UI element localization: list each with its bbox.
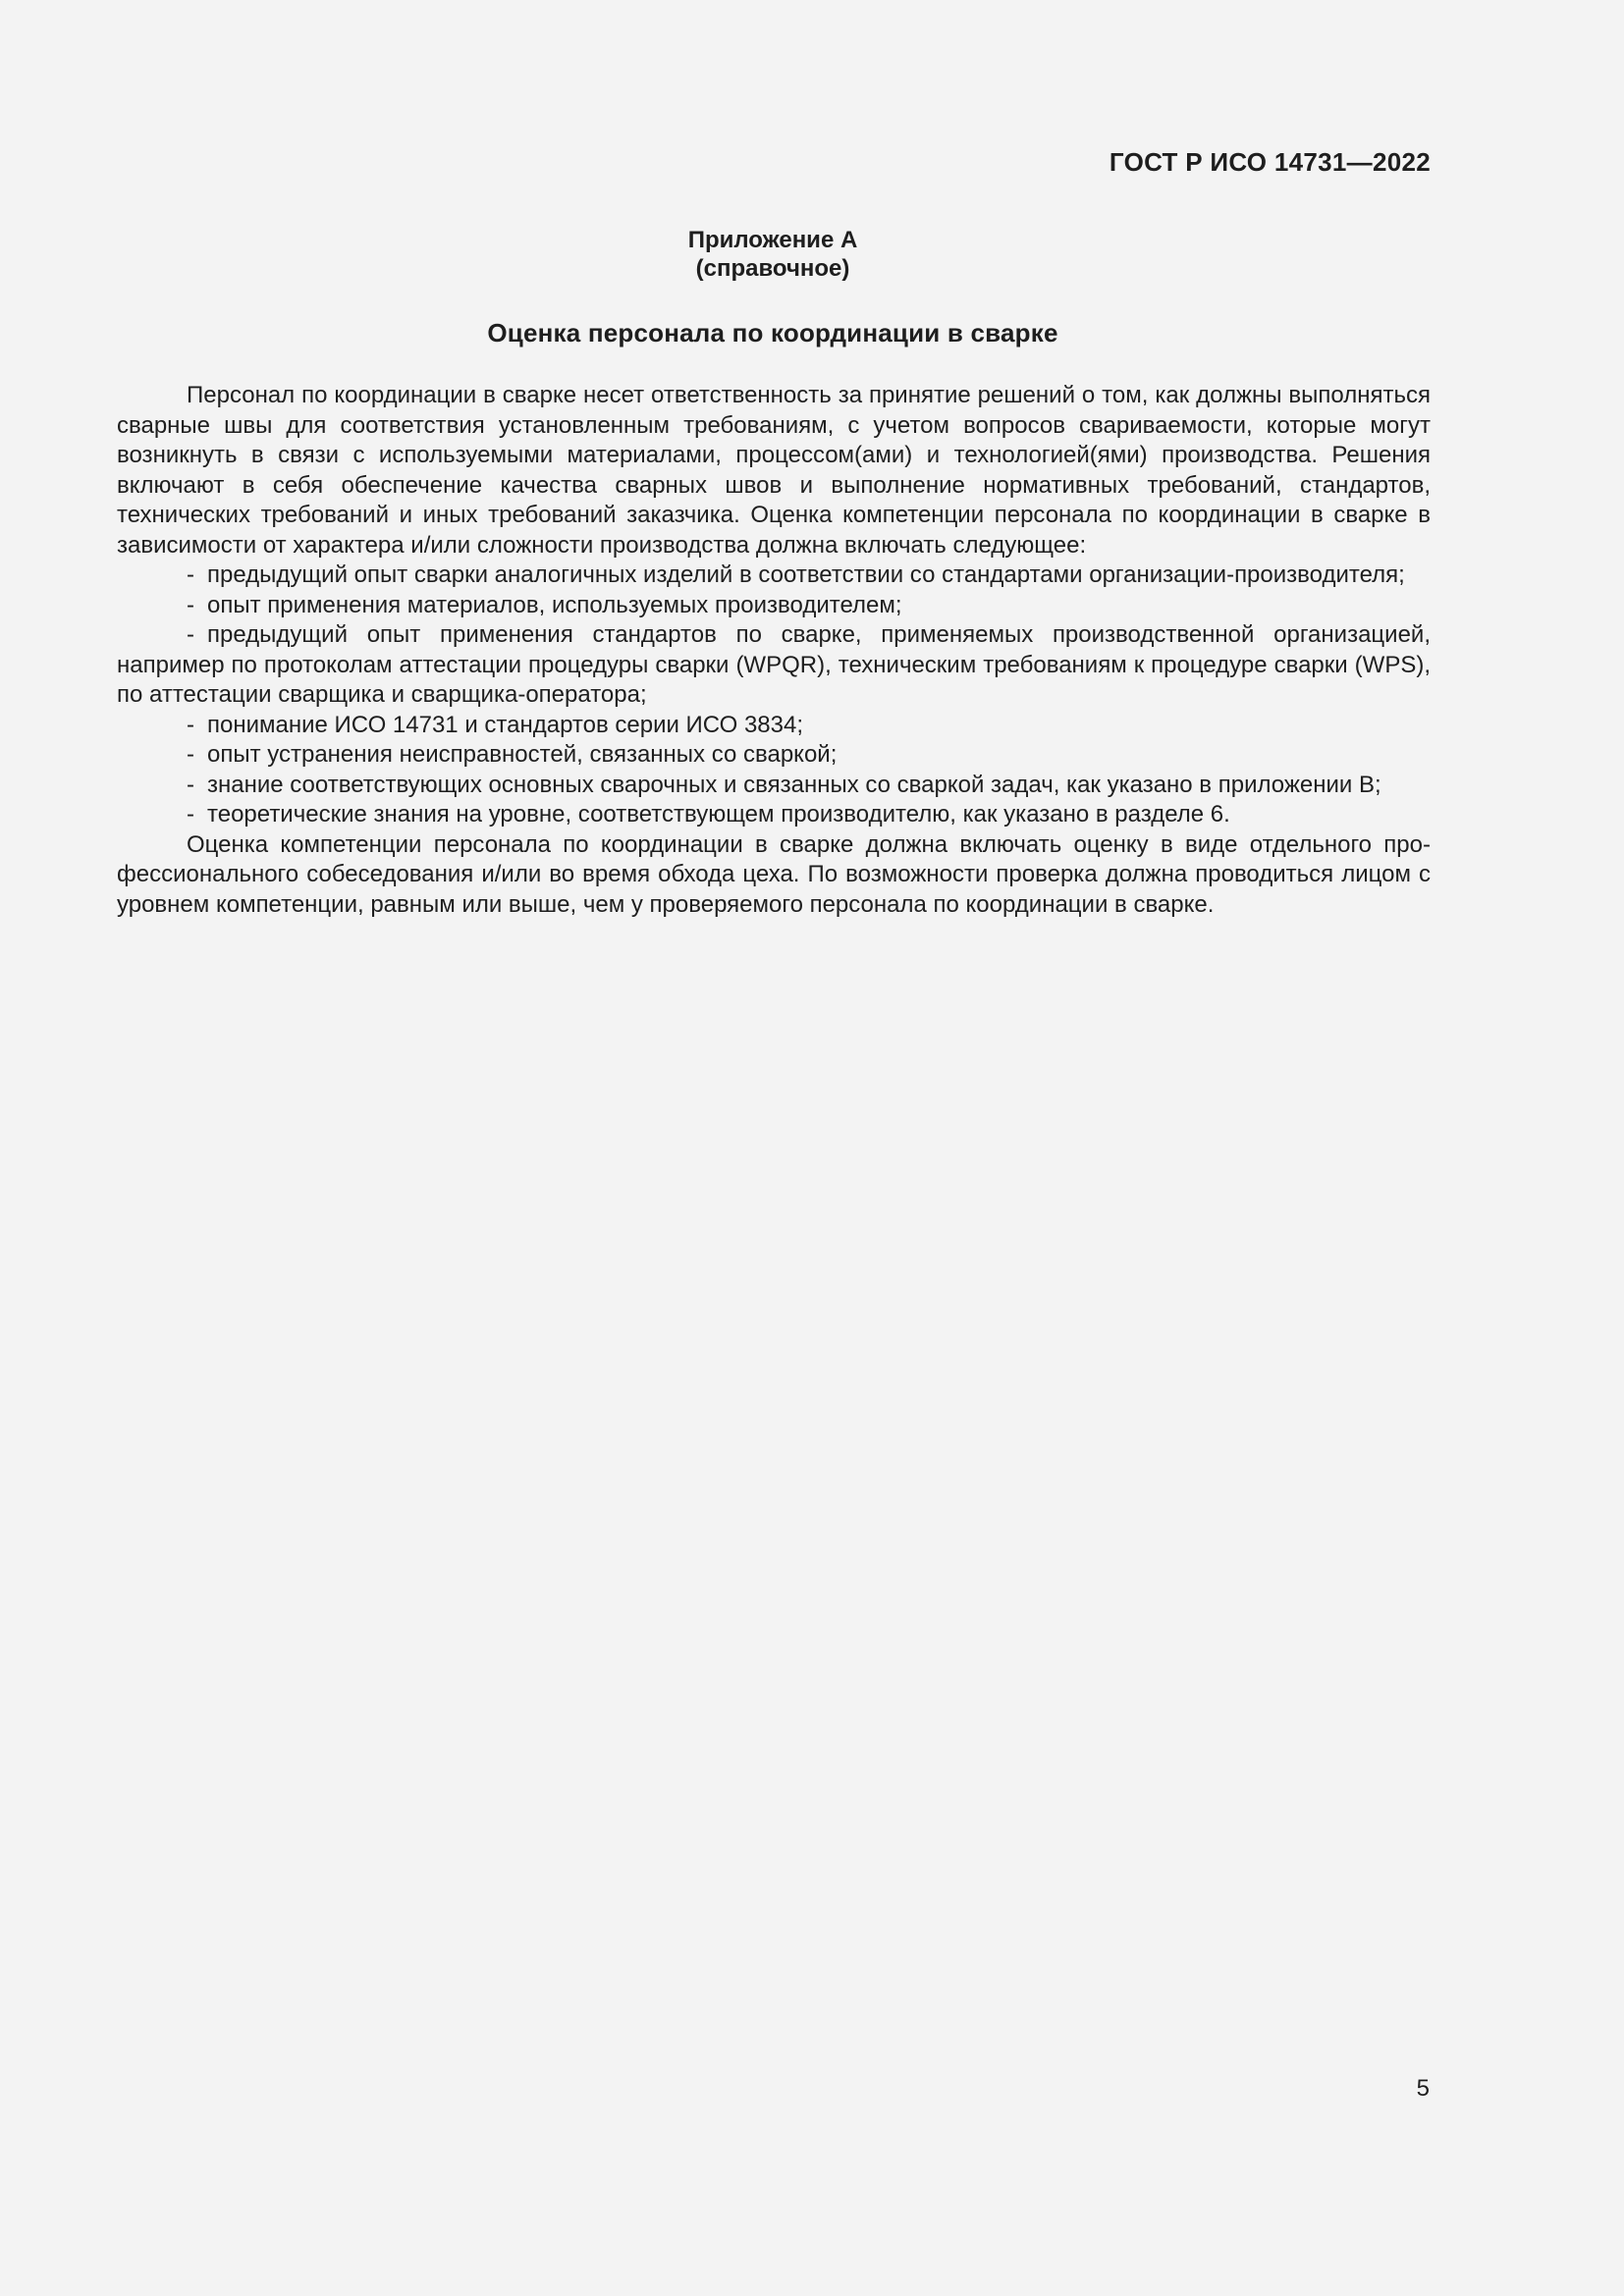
list-item-text: теоретические знания на уровне, соответствующем производителю, как указано в разделе 6.: [207, 801, 1230, 828]
document-code: ГОСТ Р ИСО 14731—2022: [1109, 147, 1431, 177]
list-item: [117, 800, 1431, 830]
annex-status: (справочное): [695, 255, 850, 282]
list-dash: -: [187, 771, 194, 798]
annex-heading: [0, 226, 1545, 283]
list-item: [117, 620, 1431, 711]
list-item-text: предыдущий опыт сварки аналогичных изделий в соответствии со стандартами организации-производителя;: [207, 561, 1405, 588]
list-item: [117, 771, 1431, 801]
list-item-text: опыт устранения неисправностей, связанных со сваркой;: [207, 741, 838, 768]
list-dash: -: [187, 621, 194, 648]
list-item-text: предыдущий опыт применения стандартов по сварке, применяемых производственной организацией, например по протоколам аттестации процедуры сварки (WPQR), техническим требованиям к процедуре сварки (WPS), по аттестации сварщика и сварщика-оператора;: [117, 621, 1431, 708]
annex-label: Приложение А: [687, 227, 858, 253]
list-item: [117, 591, 1431, 621]
list-item: [117, 740, 1431, 771]
list-item-text: понимание ИСО 14731 и стандартов серии ИСО 3834;: [207, 711, 804, 738]
closing-paragraph: Оценка компетенции персонала по координации в сварке должна включать оценку в виде отдельного профессионального собеседования и/или во время обхода цеха. По возможности проверка должна проводиться лицом с уровнем компетенции, равным или выше, чем у проверяемого персонала по координации в сварке.: [117, 830, 1431, 918]
list-dash: -: [187, 561, 194, 588]
list-item-text: знание соответствующих основных сварочных и связанных со сваркой задач, как указано в приложении В;: [207, 771, 1381, 798]
intro-paragraph: Персонал по координации в сварке несет ответственность за принятие решений о том, как должны выполняться сварные швы для соответствия установленным требованиям, с учетом вопросов свариваемости, которые могут возникнуть в связи с используемыми материалами, процессом(ами) и технологией(ями) производства. Решения включают в себя обеспечение качества сварных швов и выполнение нормативных требований, стандартов, технических требований и иных требований заказчика. Оценка компетенции персонала по координации в сварке в зависимости от характера и/или сложности производства должна включать следующее:: [117, 382, 1431, 559]
list-dash: -: [187, 801, 194, 828]
list-dash: -: [187, 591, 194, 618]
page-number: 5: [1416, 2075, 1430, 2102]
annex-body: [117, 381, 1431, 920]
list-item-text: опыт применения материалов, используемых производителем;: [207, 591, 902, 618]
list-dash: -: [187, 711, 194, 738]
list-dash: -: [187, 741, 194, 768]
list-item: [117, 561, 1431, 591]
annex-title: Оценка персонала по координации в сварке: [487, 318, 1058, 347]
requirements-list: [117, 561, 1431, 830]
list-item: [117, 711, 1431, 741]
